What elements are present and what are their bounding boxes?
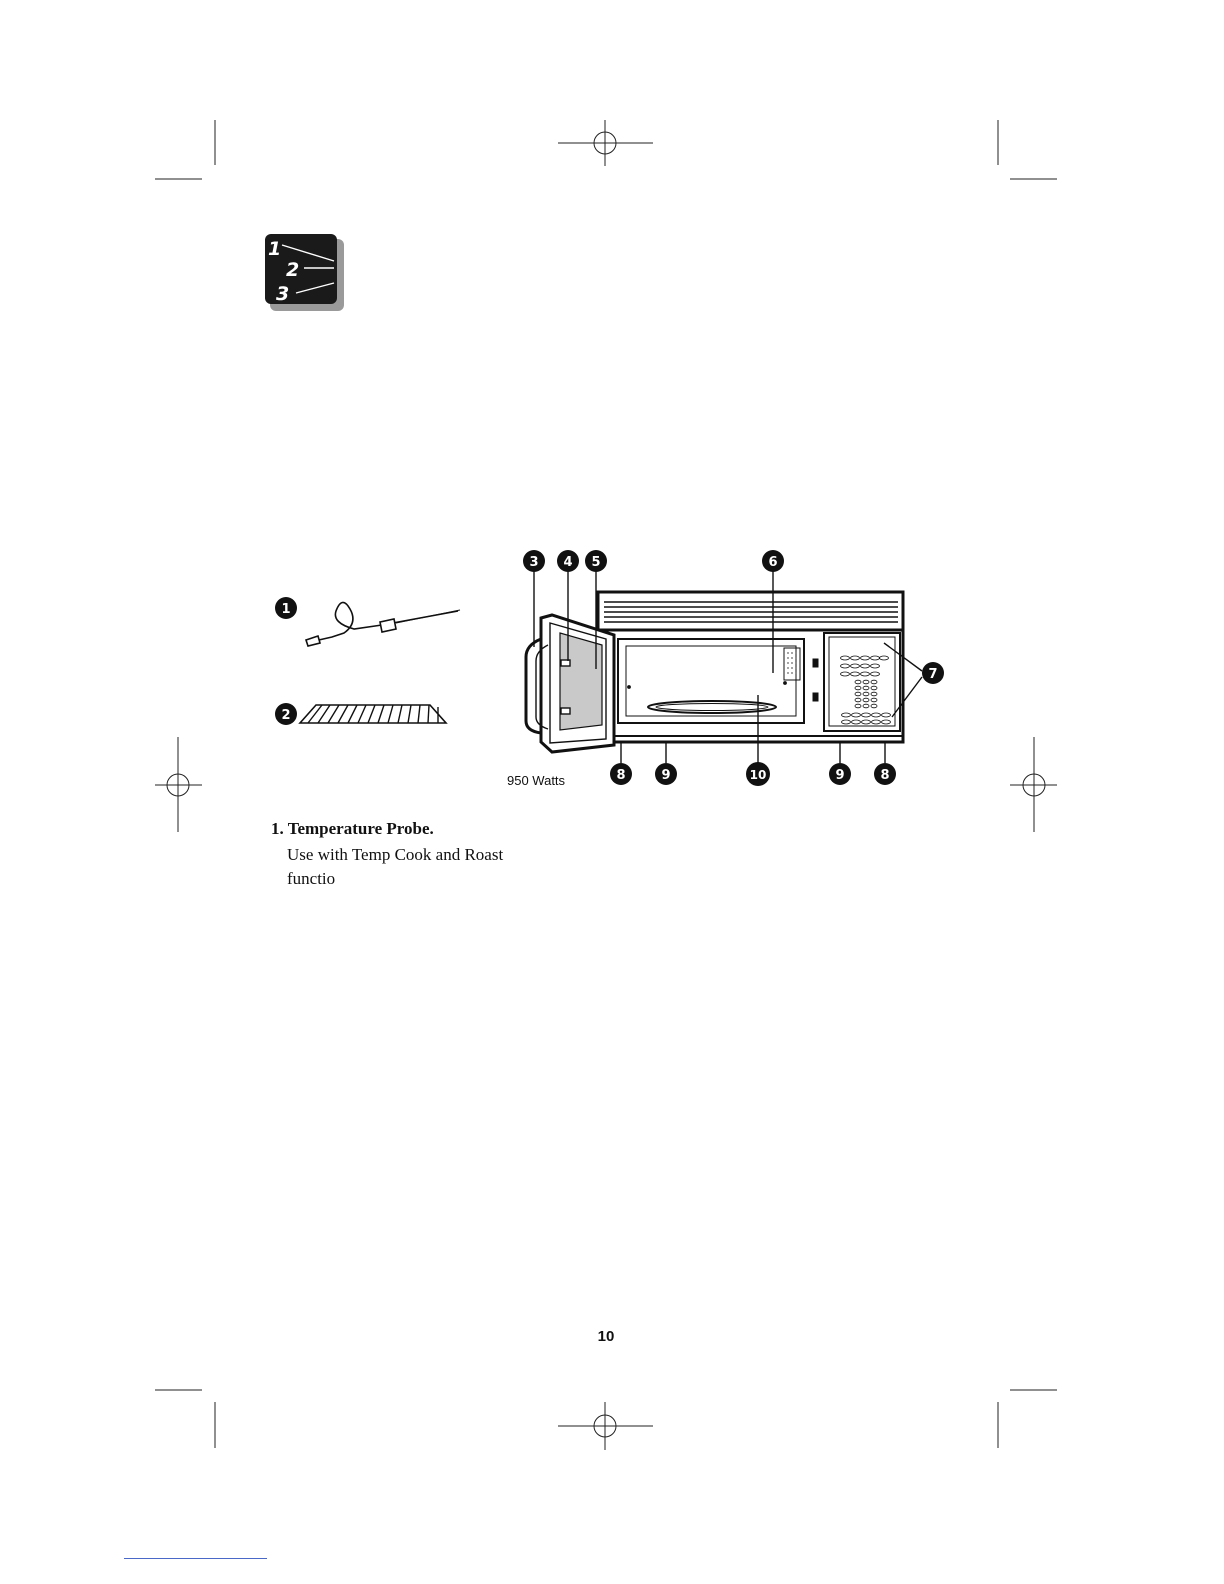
svg-text:10: 10 [749,768,767,782]
callout-2 [275,703,297,725]
microwave-diagram [262,545,962,795]
svg-text:1: 1 [281,602,291,617]
steps-icon [264,233,344,311]
callout-8-left [610,763,632,785]
footer-link-rule [124,1558,267,1559]
callout-6 [762,550,784,572]
callout-10 [746,762,770,786]
shelf-rack-illustration [300,705,446,723]
svg-text:2: 2 [286,259,300,281]
svg-text:8: 8 [616,768,626,783]
svg-text:6: 6 [768,555,778,570]
callout-5 [585,550,607,572]
callout-9-left [655,763,677,785]
temperature-probe-illustration [306,602,460,646]
item-description: Use with Temp Cook and Roast functio [287,845,504,888]
svg-text:9: 9 [661,768,671,783]
callout-1 [275,597,297,619]
svg-text:3: 3 [276,283,290,305]
svg-text:3: 3 [529,555,539,570]
callout-4 [557,550,579,572]
svg-text:9: 9 [835,768,845,783]
svg-text:8: 8 [880,768,890,783]
svg-text:2: 2 [281,708,291,723]
svg-text:5: 5 [591,555,601,570]
wattage-label: 950 Watts [507,773,566,788]
callout-8-right [874,763,896,785]
callout-9-right [829,763,851,785]
microwave-illustration [526,592,903,752]
item-title: 1. Temperature Probe. [271,819,434,838]
svg-text:7: 7 [928,667,938,682]
svg-text:4: 4 [563,555,573,570]
svg-text:1: 1 [268,238,282,260]
page-number: 10 [597,1328,615,1345]
callout-7 [922,662,944,684]
callout-3 [523,550,545,572]
